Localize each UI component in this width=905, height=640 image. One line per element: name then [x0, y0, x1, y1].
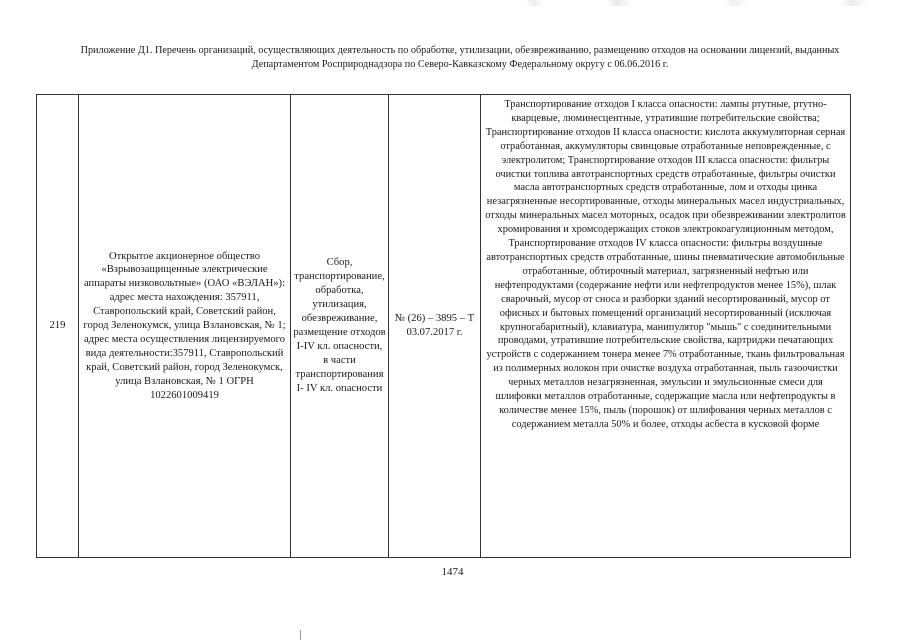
page-number: 1474: [441, 566, 464, 578]
row-number-cell: 219: [37, 95, 79, 558]
waste-types-cell: Транспортирование отходов I класса опасности: лампы ртутные, ртутно-кварцевые, люминесцентные, утратившие потребительские свойства; Транспортирование отходов II класса опасности: кислота аккумуляторная серная отработанная, аккумуляторы свинцовые отработанные неповрежденные, с электролитом; Транспортирование отходов III класса опасности: фильтры очистки топлива автотранспортных средств отработанные, фильтры очистки масла автотранспортных средств отработанные, лом и отходы цинка незагрязненные несортированные, отходы минеральных масел индустриальных, отходы минеральных масел моторных, осадок при обезвреживании электролитов хромирования и хромсодержащих стоков электрокоагуляционным методом, Транспортирование отходов IV класса опасности: фильтры воздушные автотранспортных средств отработанные, шины пневматические автомобильные отработанные, обтирочный материал, загрязненный нефтью или нефтепродуктами (содержание нефти или нефтепродуктов менее 15%), шлак сварочный, мусор от сноса и разборки зданий несортированный, мусор от офисных и бытовых помещений организаций несортированный (исключая крупногабаритный), клавиатура, манипулятор "мышь" с соединительными проводами, утратившие потребительские свойства, картриджи печатающих устройств с содержанием тонера менее 7% отработанные, ткань фильтровальная из полимерных волокон при очистке воздуха отработанная, пыль газоочистки черных металлов незагрязненная, эмульсии и эмульсионные смеси для шлифовки металлов отработанные, содержащие масла или нефтепродукты в количестве менее 15%, пыль (порошок) от шлифования черных металлов с содержанием металла 50% и более, отходы асбеста в кусковой форме: [481, 95, 851, 558]
scan-mark: [300, 630, 301, 640]
organization-cell: Открытое акционерное общество «Взрывозащищенные электрические аппараты низковольтные» (ОАО «ВЭЛАН»): адрес места нахождения: 357911, Ставропольский край, Советский район, город Зеленокумск, улица Взлановская, № 1; адрес места осуществления лицензируемого вида деятельности:357911, Ставропольский край, Советский район, город Зеленокумск, улица Взлановская, № 1 ОГРН 1022601009419: [79, 95, 291, 558]
scan-artifact: [0, 0, 905, 6]
table-row: [37, 95, 851, 558]
activity-cell: Сбор, транспортирование, обработка, утилизация, обезвреживание, размещение отходов I-IV кл. опасности, в части транспортирования I- IV кл. опасности: [291, 95, 389, 558]
page-title: Приложение Д1. Перечень организаций, осуществляющих деятельность по обработке, утилизации, обезвреживанию, размещению отходов на основании лицензий, выданных Департаментом Росприроднадзора по Северо-Кавказскому Федеральному округу с 06.06.2016 г.: [80, 45, 840, 70]
license-table: [36, 94, 851, 558]
license-cell: № (26) – 3895 – Т 03.07.2017 г.: [389, 95, 481, 558]
